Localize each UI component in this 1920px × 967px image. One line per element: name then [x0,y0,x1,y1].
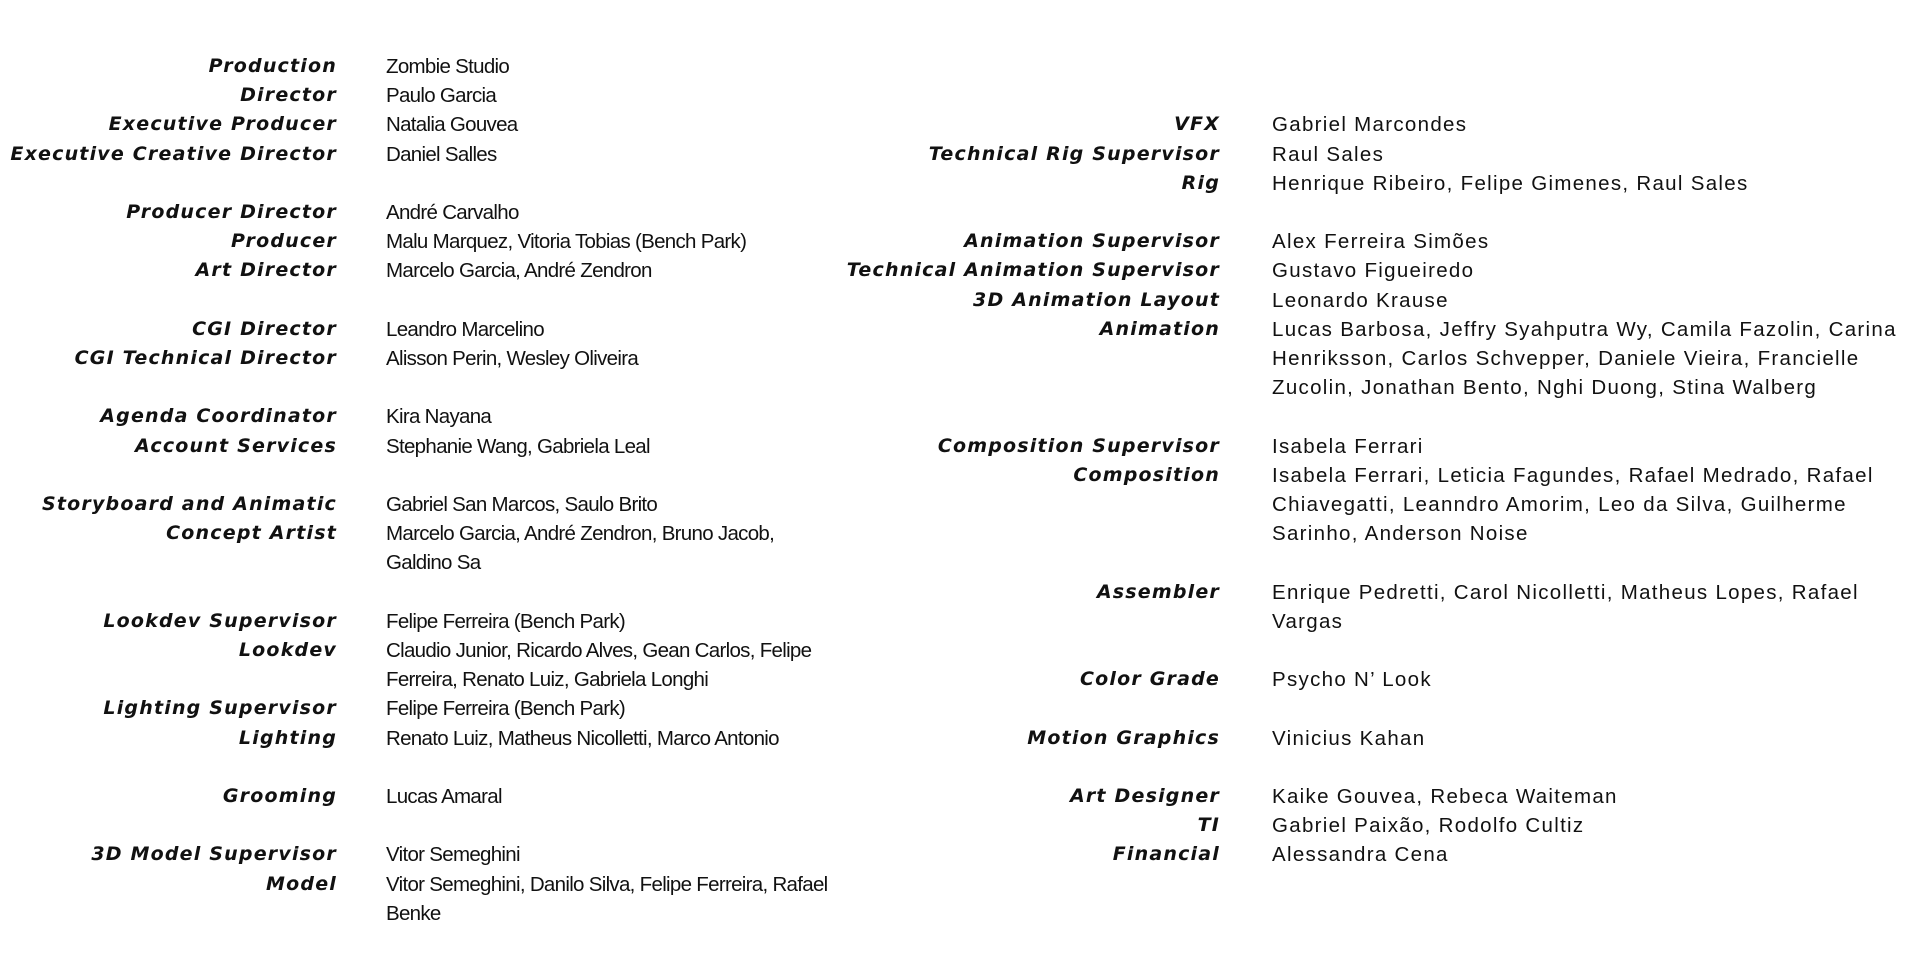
credit-role: 3D Model Supervisor [91,843,337,866]
credit-row [0,811,1912,840]
group-spacer [0,636,1912,665]
credit-role: VFX [1174,113,1220,136]
credit-names: Isabela Ferrari [1272,434,1424,458]
credit-row [0,578,1912,636]
credit-role: Lookdev [238,638,337,661]
credit-names: Kira Nayana [386,405,492,429]
credit-names: Leandro Marcelino [386,317,544,341]
credit-role: Director [240,84,337,107]
credit-role: 3D Animation Layout [973,288,1220,311]
credit-names: Alisson Perin, Wesley Oliveira [386,347,639,370]
credit-names: Isabela Ferrari, Leticia Fagundes, Rafael Medrado, Rafael Chiavegatti, Leanndro Amorim, Leo da Silva, Guilherme Sarinho, Anderson Noise [1272,463,1874,546]
credit-role: TI [1197,814,1220,837]
credit-row [0,227,1912,256]
credit-role: CGI Director [192,317,337,340]
credit-row [0,169,1912,198]
credit-names: Raul Sales [1272,142,1385,166]
credit-role: Grooming [222,784,337,807]
credit-names: Lucas Amaral [386,784,502,808]
credit-role: Art Director [195,259,337,282]
credit-role: CGI Technical Director [74,347,337,369]
credit-names: Marcelo Garcia, André Zendron, Bruno Jacob, Galdino Sa [386,522,775,575]
credit-role: Animation [1099,317,1220,340]
credit-role: Producer [230,230,337,253]
credit-role: Animation Supervisor [964,230,1220,253]
credit-names: Vitor Semeghini [386,843,520,867]
credit-role: Technical Animation Supervisor [846,259,1220,282]
credit-names: Zombie Studio [386,55,510,78]
credit-role: Production [208,55,337,77]
credit-row [0,256,1912,285]
group-spacer [0,753,1912,782]
credit-role: Financial [1112,843,1220,866]
credit-row [0,665,1912,694]
group-spacer [0,694,1912,723]
credit-role: Executive Producer [108,113,337,136]
credit-names: Gustavo Figueiredo [1272,259,1475,283]
credit-names: Gabriel Marcondes [1272,113,1468,137]
credit-role: Agenda Coordinator [100,405,337,428]
credit-role: Rig [1181,171,1220,194]
credit-names: Stephanie Wang, Gabriela Leal [386,434,650,458]
credit-names: Enrique Pedretti, Carol Nicolletti, Matheus Lopes, Rafael Vargas [1272,580,1859,633]
group-spacer [0,402,1912,431]
credit-names: Henrique Ribeiro, Felipe Gimenes, Raul Sales [1272,171,1749,195]
credit-names: Malu Marquez, Vitoria Tobias (Bench Park) [386,230,747,254]
credit-role: Account Services [135,434,337,457]
credit-names: Kaike Gouvea, Rebeca Waiteman [1272,784,1618,808]
credit-names: Claudio Junior, Ricardo Alves, Gean Carlos, Felipe Ferreira, Renato Luiz, Gabriela Longhi [386,638,812,692]
credit-names: Vinicius Kahan [1272,726,1426,750]
credit-row [0,724,1912,753]
credit-row [0,432,1912,461]
credit-names: Marcelo Garcia, André Zendron [386,259,652,283]
credit-names: André Carvalho [386,201,519,224]
credit-row [0,782,1912,811]
group-spacer [0,548,1912,577]
credit-names: Felipe Ferreira (Bench Park) [386,697,626,721]
credit-row [0,461,1912,549]
credit-role: Concept Artist [166,522,337,545]
credit-row [0,840,1912,869]
credit-role: Storyboard and Animatic [41,492,337,515]
credit-names: Daniel Salles [386,142,497,166]
credit-role: Model [266,872,337,895]
credit-names: Gabriel Paixão, Rodolfo Cultiz [1272,814,1585,838]
credit-row [0,870,841,928]
credit-names: Renato Luiz, Matheus Nicolletti, Marco Antonio [386,726,779,750]
credit-role: Motion Graphics [1027,726,1220,749]
credit-names: Vitor Semeghini, Danilo Silva, Felipe Ferreira, Rafael Benke [386,872,828,925]
credit-row [0,286,1912,315]
credit-role: Color Grade [1079,668,1220,691]
group-spacer [0,81,1912,110]
credit-role: Lighting Supervisor [103,697,337,720]
group-spacer [0,52,1912,81]
credit-role: Executive Creative Director [10,142,337,165]
credit-names: Lucas Barbosa, Jeffry Syahputra Wy, Camila Fazolin, Carina Henriksson, Carlos Schvepper, Daniele Vieira, Francielle Zucolin, Jonathan Bento, Nghi Duong, Stina Walberg [1272,317,1897,400]
credit-names: Alessandra Cena [1272,843,1449,867]
credit-role: Composition Supervisor [937,434,1220,457]
credit-role: Lookdev Supervisor [103,609,337,632]
group-spacer [0,198,1912,227]
credit-role: Composition [1073,463,1220,486]
credit-role: Lighting [238,726,337,749]
credit-names: Alex Ferreira Simões [1272,230,1490,254]
credit-names: Psycho N’ Look [1272,668,1432,692]
credit-row [0,315,1912,403]
credit-names: Paulo Garcia [386,84,497,108]
credit-role: Art Designer [1069,784,1220,807]
credit-row [0,110,1912,139]
credit-role: Technical Rig Supervisor [928,142,1220,165]
credit-names: Natalia Gouvea [386,113,518,137]
credit-names: Felipe Ferreira (Bench Park) [386,609,626,633]
credit-names: Leonardo Krause [1272,288,1449,312]
credit-role: Producer Director [126,201,337,223]
credit-role: Assembler [1096,580,1220,603]
credit-row [0,140,1912,169]
credits-right-column [0,52,1912,870]
credit-names: Gabriel San Marcos, Saulo Brito [386,492,658,516]
